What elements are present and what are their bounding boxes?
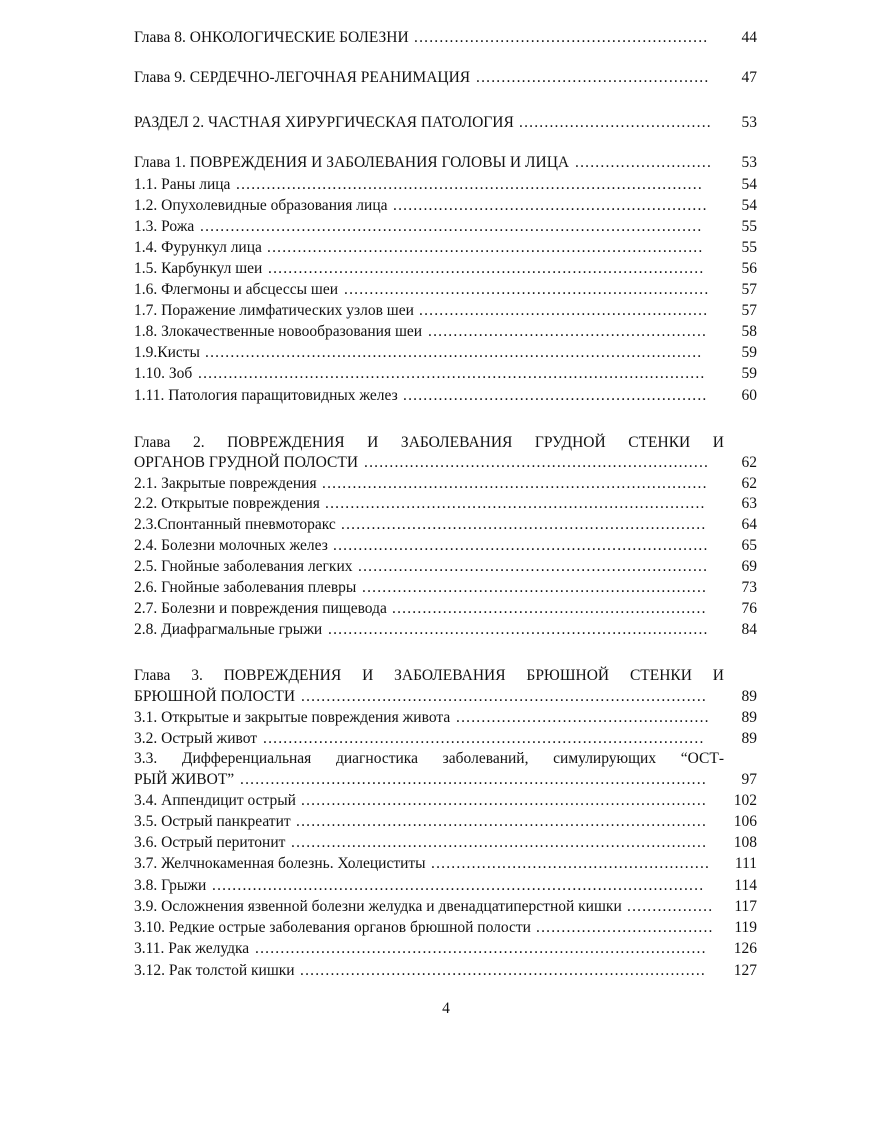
toc-entry xyxy=(134,917,757,938)
dot-leader: ............................................................................ xyxy=(322,475,708,492)
toc-entry-line: 3.3. Дифференциальная диагностика заболеваний, симулирующих “ОСТ- xyxy=(134,750,724,767)
toc-entry xyxy=(134,27,757,48)
toc-entry-title: 1.5. Карбункул шеи xyxy=(134,260,263,277)
toc-entry-title: 1.11. Патология паращитовидных желез xyxy=(134,387,398,404)
toc-page-number: 54 xyxy=(741,176,757,193)
toc-entry xyxy=(134,300,757,321)
toc-entry xyxy=(134,452,757,473)
toc-entry-title: 1.3. Рожа xyxy=(134,218,195,235)
toc-entry xyxy=(134,237,757,258)
dot-leader: ........................................................................... xyxy=(328,621,709,638)
toc-entry xyxy=(134,790,757,811)
toc-entry-title: 3.11. Рак желудка xyxy=(134,940,250,957)
toc-entry xyxy=(134,195,757,216)
toc-page-number: 44 xyxy=(741,29,757,46)
toc-entry-title: 3.7. Желчнокаменная болезнь. Холециститы xyxy=(134,855,426,872)
toc-entry-title: ОРГАНОВ ГРУДНОЙ ПОЛОСТИ xyxy=(134,454,359,471)
toc-entry xyxy=(134,728,757,749)
toc-entry-title: 3.4. Аппендицит острый xyxy=(134,792,296,809)
toc-entry xyxy=(134,321,757,342)
toc-entry xyxy=(134,853,757,874)
toc-entry-title: 1.2. Опухолевидные образования лица xyxy=(134,197,388,214)
toc-entry-title: 3.6. Острый перитонит xyxy=(134,834,286,851)
dot-leader: ...................................................................................... xyxy=(268,260,705,277)
toc-page-number: 127 xyxy=(733,962,757,979)
toc-entry-title: 1.9.Кисты xyxy=(134,344,200,361)
toc-entry-title: 3.8. Грыжи xyxy=(134,877,207,894)
toc-entry-title: РЫЙ ЖИВОТ” xyxy=(134,771,235,788)
toc-page-number: 60 xyxy=(741,387,757,404)
dot-leader: ............................................................................................ xyxy=(236,176,703,193)
dot-leader: ........................................................................... xyxy=(325,495,706,512)
toc-entry xyxy=(134,769,757,790)
toc-entry-title: 3.1. Открытые и закрытые повреждения живота xyxy=(134,709,451,726)
dot-leader: .............................................................. xyxy=(392,600,707,617)
dot-leader: ............................................................................................ xyxy=(240,771,707,788)
toc-entry xyxy=(134,707,757,728)
dot-leader: ......................................................................................... xyxy=(255,940,707,957)
toc-entry-title: 2.2. Открытые повреждения xyxy=(134,495,320,512)
dot-leader: ....................................................................................... xyxy=(263,730,705,747)
dot-leader: ..................................................................... xyxy=(358,558,709,575)
dot-leader: .............................................. xyxy=(476,69,710,86)
toc-page-number: 47 xyxy=(741,69,757,86)
toc-page-number: 117 xyxy=(734,898,757,915)
toc-page-number: 58 xyxy=(741,323,757,340)
dot-leader: .................................................................... xyxy=(362,579,708,596)
toc-entry-title: 1.1. Раны лица xyxy=(134,176,231,193)
toc-entry-title: Глава 1. ПОВРЕЖДЕНИЯ И ЗАБОЛЕВАНИЯ ГОЛОВЫ И ЛИЦА xyxy=(134,154,570,171)
toc-page-number: 108 xyxy=(733,834,757,851)
toc-entry-title: 2.3.Спонтанный пневмоторакс xyxy=(134,516,336,533)
toc-page-number: 65 xyxy=(741,537,757,554)
toc-entry xyxy=(134,174,757,195)
toc-entry xyxy=(134,598,757,619)
toc-entry xyxy=(134,960,757,981)
toc-page-number: 63 xyxy=(741,495,757,512)
toc-entry-title: 3.12. Рак толстой кишки xyxy=(134,962,295,979)
toc-entry xyxy=(134,473,757,494)
dot-leader: ................................................................................................... xyxy=(200,218,703,235)
toc-entry-title: 1.10. Зоб xyxy=(134,365,193,382)
toc-page-number: 89 xyxy=(741,688,757,705)
dot-leader: ................................................................................................. xyxy=(212,877,705,894)
dot-leader: .................................................................................. xyxy=(291,834,708,851)
toc-entry xyxy=(134,67,757,88)
toc-entry xyxy=(134,152,757,173)
toc-page-number: 59 xyxy=(741,344,757,361)
dot-leader: .......................................................................... xyxy=(333,537,709,554)
toc-entry xyxy=(134,112,757,133)
dot-leader: .................................................................................................. xyxy=(205,344,703,361)
dot-leader: ........................... xyxy=(575,154,713,171)
toc-page-number: 106 xyxy=(733,813,757,830)
toc-page-number: 89 xyxy=(741,730,757,747)
toc-entry xyxy=(134,938,757,959)
toc-page-number: 89 xyxy=(741,709,757,726)
toc-entry-title: Глава 8. ОНКОЛОГИЧЕСКИЕ БОЛЕЗНИ xyxy=(134,29,409,46)
dot-leader: .................................................................................................... xyxy=(198,365,706,382)
toc-entry-title: 3.10. Редкие острые заболевания органов брюшной полости xyxy=(134,919,531,936)
toc-entry-title: БРЮШНОЙ ПОЛОСТИ xyxy=(134,688,296,705)
dot-leader: .................................................................... xyxy=(364,454,710,471)
toc-entry-title: 3.9. Осложнения язвенной болезни желудка и двенадцатиперстной кишки xyxy=(134,898,622,915)
toc-entry-title: 2.5. Гнойные заболевания легких xyxy=(134,558,353,575)
toc-entry-title: РАЗДЕЛ 2. ЧАСТНАЯ ХИРУРГИЧЕСКАЯ ПАТОЛОГИЯ xyxy=(134,114,514,131)
toc-entry-title: 3.5. Острый панкреатит xyxy=(134,813,291,830)
dot-leader: ......................................................... xyxy=(419,302,709,319)
toc-entry xyxy=(134,577,757,598)
toc-entry xyxy=(134,811,757,832)
dot-leader: ...................................... xyxy=(519,114,712,131)
toc-entry xyxy=(134,875,757,896)
toc-entry xyxy=(134,363,757,384)
toc-entry-line: Глава 3. ПОВРЕЖДЕНИЯ И ЗАБОЛЕВАНИЯ БРЮШНОЙ СТЕНКИ И xyxy=(134,667,724,684)
toc-page-number: 84 xyxy=(741,621,757,638)
toc-entry-title: 2.6. Гнойные заболевания плевры xyxy=(134,579,357,596)
dot-leader: ................................................................................. xyxy=(296,813,708,830)
toc-page-number: 57 xyxy=(741,281,757,298)
dot-leader: ....................................................... xyxy=(431,855,711,872)
dot-leader: ........................................................................ xyxy=(344,281,710,298)
toc-page-number: 53 xyxy=(741,114,757,131)
dot-leader: ........................................................................ xyxy=(341,516,707,533)
toc-entry xyxy=(134,342,757,363)
toc-entry-title: 2.4. Болезни молочных желез xyxy=(134,537,328,554)
toc-entry xyxy=(134,216,757,237)
toc-entry-title: 2.7. Болезни и повреждения пищевода xyxy=(134,600,387,617)
toc-page-number: 111 xyxy=(734,855,757,872)
dot-leader: .......................................................... xyxy=(414,29,709,46)
dot-leader: ................. xyxy=(627,898,714,915)
toc-entry-title: 1.7. Поражение лимфатических узлов шеи xyxy=(134,302,414,319)
toc-page-number: 57 xyxy=(741,302,757,319)
toc-page-number: 97 xyxy=(741,771,757,788)
dot-leader: ...................................................................................... xyxy=(267,239,704,256)
toc-entry xyxy=(134,832,757,853)
dot-leader: .............................................................. xyxy=(393,197,708,214)
toc-page-number: 114 xyxy=(734,877,757,894)
dot-leader: ................................................................................ xyxy=(301,688,707,705)
toc-entry-title: 2.8. Диафрагмальные грыжи xyxy=(134,621,323,638)
toc-page-number: 76 xyxy=(741,600,757,617)
toc-page-number: 56 xyxy=(741,260,757,277)
toc-page-number: 64 xyxy=(741,516,757,533)
toc-entry xyxy=(134,258,757,279)
toc-page-number: 55 xyxy=(741,218,757,235)
toc-entry xyxy=(134,619,757,640)
page-number: 4 xyxy=(442,1000,450,1017)
toc-entry xyxy=(134,686,757,707)
dot-leader: ................................... xyxy=(536,919,714,936)
dot-leader: .................................................. xyxy=(456,709,710,726)
dot-leader: ............................................................ xyxy=(403,387,708,404)
toc-page-number: 53 xyxy=(741,154,757,171)
dot-leader: ................................................................................ xyxy=(300,962,706,979)
toc-entry-title: 1.8. Злокачественные новообразования шеи xyxy=(134,323,423,340)
dot-leader: ....................................................... xyxy=(428,323,708,340)
toc-entry xyxy=(134,493,757,514)
toc-page-number: 54 xyxy=(741,197,757,214)
toc-page-number: 69 xyxy=(741,558,757,575)
toc-entry-title: Глава 9. СЕРДЕЧНО-ЛЕГОЧНАЯ РЕАНИМАЦИЯ xyxy=(134,69,471,86)
toc-entry xyxy=(134,896,757,917)
toc-page-number: 55 xyxy=(741,239,757,256)
toc-page-number: 126 xyxy=(733,940,757,957)
toc-entry xyxy=(134,279,757,300)
toc-entry xyxy=(134,514,757,535)
dot-leader: ................................................................................ xyxy=(301,792,707,809)
toc-page-number: 119 xyxy=(734,919,757,936)
toc-entry-title: 3.2. Острый живот xyxy=(134,730,258,747)
toc-page-number: 62 xyxy=(741,475,757,492)
toc-page-number: 73 xyxy=(741,579,757,596)
toc-entry xyxy=(134,385,757,406)
toc-entry-title: 1.4. Фурункул лица xyxy=(134,239,262,256)
toc-entry-line: Глава 2. ПОВРЕЖДЕНИЯ И ЗАБОЛЕВАНИЯ ГРУДНОЙ СТЕНКИ И xyxy=(134,434,724,451)
toc-page-number: 59 xyxy=(741,365,757,382)
toc-entry xyxy=(134,556,757,577)
toc-entry-title: 1.6. Флегмоны и абсцессы шеи xyxy=(134,281,339,298)
toc-entry-title: 2.1. Закрытые повреждения xyxy=(134,475,317,492)
toc-page-number: 62 xyxy=(741,454,757,471)
toc-page-number: 102 xyxy=(733,792,757,809)
toc-entry xyxy=(134,535,757,556)
